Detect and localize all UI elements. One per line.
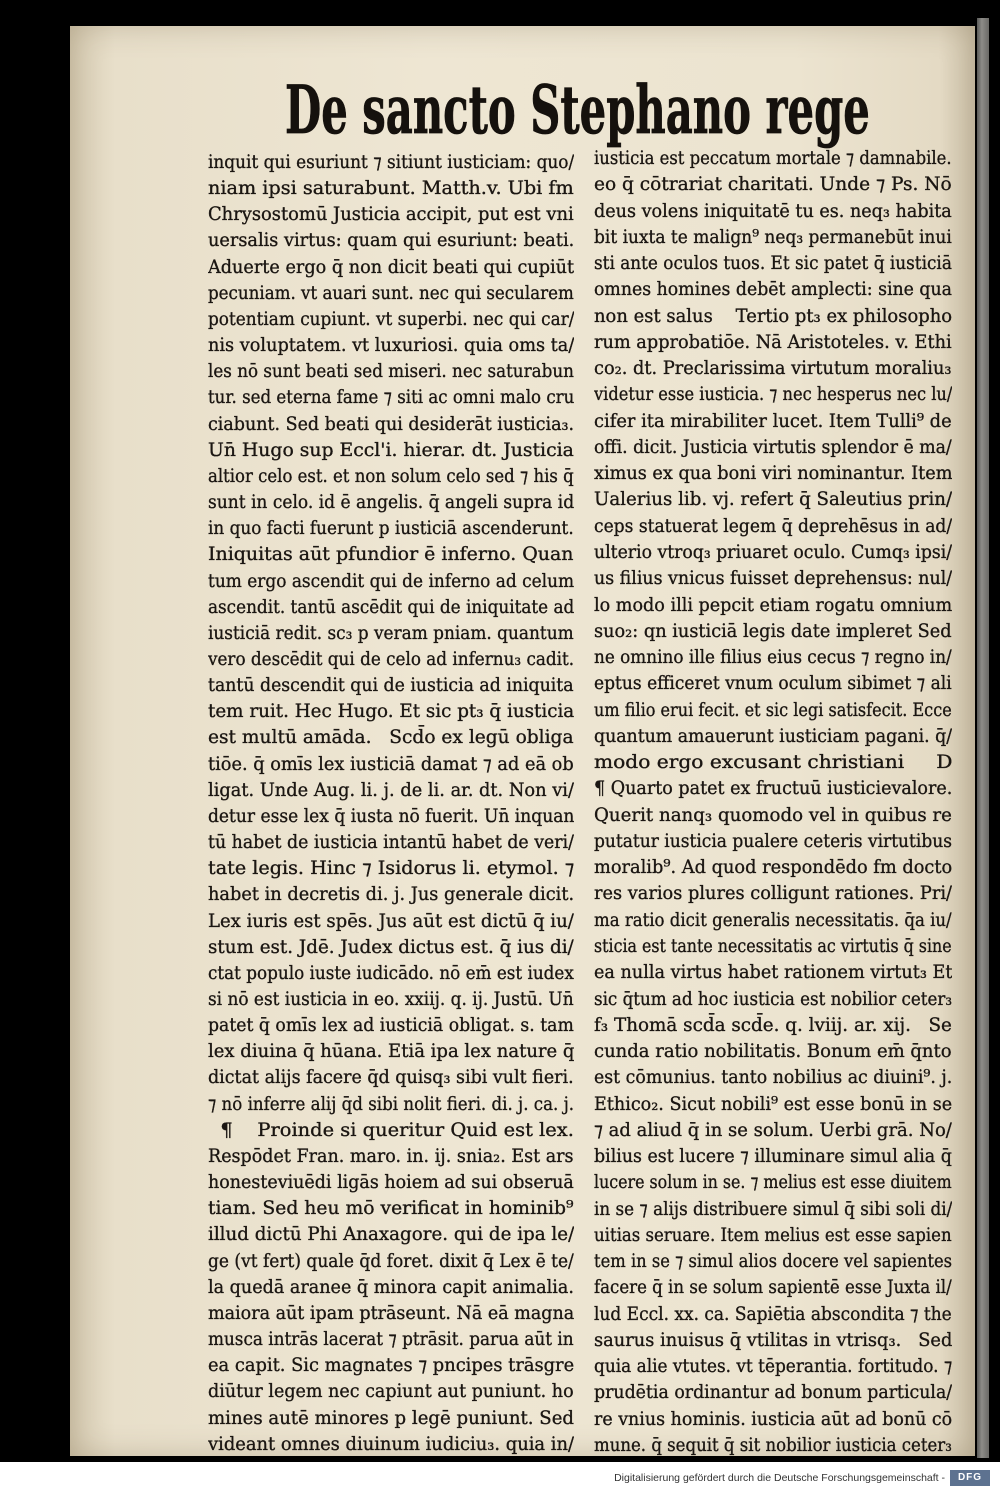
left-column-line: altior celo est. et non solum celo sed ⁊ his q̄ <box>208 464 574 487</box>
right-column-line: co₂. dt. Preclarissima virtutum moraliu₃ <box>594 357 952 380</box>
left-column-line: Un̄ Hugo sup Eccl'i. hierar. dt. Justicia <box>208 438 574 461</box>
left-column-line: les nō sunt beati sed miseri. nec saturabun <box>208 360 574 383</box>
right-column-line: eptus efficeret vnum oculum sibimet ⁊ ali <box>594 672 952 695</box>
left-column-line: diūtur legem nec capiunt aut puniunt. ho <box>208 1380 574 1403</box>
right-column-line: rum approbatiōe. Nā Aristoteles. v. Ethi <box>594 330 952 353</box>
left-column-line: ctat populo iuste iudicādo. nō em̄ est iudex <box>208 961 574 984</box>
right-column-line: tem in se ⁊ simul alios docere vel sapientes <box>594 1250 952 1273</box>
left-column-line: maiora aūt ipam ptrāseunt. Nā eā magna <box>208 1301 574 1324</box>
left-column-line: tate legis. Hinc ⁊ Isidorus li. etymol. ⁊ <box>208 857 574 880</box>
right-column-line: moralib⁹. Ad quod respondēdo fm docto <box>594 856 952 879</box>
left-column-line: stum est. Jdē. Judex dictus est. q̄ ius di/ <box>208 935 574 958</box>
right-column-line: putatur iusticia pualere ceteris virtutibus <box>594 829 952 852</box>
left-column-line: nis voluptatem. vt luxuriosi. quia oms ta/ <box>208 334 574 357</box>
left-column-line: uersalis virtus: quam qui esuriunt: beati. <box>208 229 574 252</box>
left-column-line: in quo facti fuerunt p iusticiā ascenderunt. <box>208 517 574 540</box>
right-column-line: cunda ratio nobilitatis. Bonum em̄ q̄nto <box>594 1040 952 1063</box>
running-heading-box <box>285 70 870 150</box>
right-column-line: offi. dicit. Justicia virtutis splendor ē ma/ <box>594 435 952 458</box>
right-column-line: est cōmunius. tanto nobilius ac diuini⁹. j. <box>594 1066 952 1089</box>
left-column-line: lex diuina q̄ hūana. Etiā ipa lex nature q̄ <box>208 1040 574 1063</box>
right-column-line: non est salus Tertio pt₃ ex philosopho <box>594 304 952 327</box>
right-column-line: iusticia est peccatum mortale ⁊ damnabile. <box>594 147 952 169</box>
left-column-line: Aduerte ergo q̄ non dicit beati qui cupiūt <box>208 255 574 278</box>
left-column-line: patet q̄ omīs lex ad iusticiā obligat. s. tam <box>208 1014 574 1037</box>
left-column-line: ascendit. tantū ascēdit qui de iniquitate ad <box>208 595 574 618</box>
left-text-column <box>208 149 574 1457</box>
right-column-line: res varios plures colligunt rationes. Pri/ <box>594 882 952 905</box>
dfg-logo: DFG <box>950 1470 990 1486</box>
left-column-line: tur. sed eterna fame ⁊ siti ac omni malo cru <box>208 386 574 409</box>
left-column-line: mines autē minores p legē puniunt. Sed <box>208 1406 574 1429</box>
right-column-line: lo modo illi pepcit etiam rogatu omnium <box>594 593 952 616</box>
left-column-line: tiam. Sed heu mō verificat in hominib⁹ <box>208 1197 574 1220</box>
left-column-line: dictat alijs facere q̄d quisq₃ sibi vult fieri. <box>208 1066 574 1089</box>
right-column-line: ma ratio dicit generalis necessitatis. q̄a iu/ <box>594 908 952 931</box>
right-column-line: videtur esse iusticia. ⁊ nec hesperus nec lu/ <box>594 383 952 406</box>
left-column-line: sunt in celo. id ē angelis. q̄ angeli supra id <box>208 491 574 514</box>
left-column-line: tiōe. q̄ omīs lex iusticiā damat ⁊ ad eā ob <box>208 752 574 775</box>
right-column-line: ea nulla virtus habet rationem virtut₃ Et <box>594 961 952 984</box>
right-column-line: ne omnino ille filius eius cecus ⁊ regno in/ <box>594 646 952 669</box>
left-column-line: ligat. Unde Aug. li. j. de li. ar. dt. Non vi/ <box>208 778 574 801</box>
right-column-line: in se ⁊ alijs distribuere simul q̄ sibi soli di/ <box>594 1197 952 1220</box>
right-column-line: lucere solum in se. ⁊ melius est esse diuitem <box>594 1171 952 1194</box>
right-column-line: us filius vnicus fuisset deprehensus: nul/ <box>594 567 952 590</box>
left-column-line: est multū amāda. Scd̄o ex legū obliga <box>208 726 574 749</box>
left-column-line: videant omnes diuinum iudiciu₃. quia in/ <box>208 1432 574 1455</box>
right-column-line: ulterio vtroq₃ priuaret oculo. Cumq₃ ipsi/ <box>594 540 952 563</box>
left-column-line: illud dictū Phi Anaxagore. qui de ipa le/ <box>208 1223 574 1246</box>
left-column-line: Respōdet Fran. maro. in. ij. snia₂. Est ars <box>208 1144 574 1167</box>
left-column-line: tem ruit. Hec Hugo. Et sic pt₃ q̄ iusticia <box>208 700 574 723</box>
left-column-line: habet in decretis di. j. Jus generale dicit. <box>208 883 574 906</box>
right-column-line: modo ergo excusant christiani D <box>594 751 952 774</box>
left-column-line: potentiam cupiunt. vt superbi. nec qui car/ <box>208 307 574 330</box>
right-column-line: sticia est tante necessitatis ac virtutis q̄ sine <box>594 934 952 957</box>
right-column-line: mune. q̄ sequit q̄ sit nobilior iusticia ceter₃ <box>594 1434 952 1457</box>
right-column-line: lud Eccl. xx. ca. Sapiētia abscondita ⁊ the <box>594 1302 952 1325</box>
left-column-line: la quedā aranee q̄ minora capit animalia. <box>208 1275 574 1298</box>
right-column-line: ¶ Quarto patet ex fructuū iusticievalore. <box>594 777 952 800</box>
left-column-line: tantū descendit qui de iusticia ad iniquita <box>208 674 574 697</box>
right-column-line: omnes homines debēt amplecti: sine qua <box>594 278 952 301</box>
right-column-line: bit iuxta te malign⁹ neq₃ permanebūt inui <box>594 225 952 248</box>
right-text-column <box>594 145 952 1458</box>
left-column-line: ge (vt fert) quale q̄d foret. dixit q̄ Lex ē te/ <box>208 1249 574 1272</box>
right-column-line: ximus ex qua boni viri nominantur. Item <box>594 462 952 485</box>
right-column-line: Ethico₂. Sicut nobili⁹ est esse bonū in se <box>594 1092 952 1115</box>
right-column-line: re vnius hominis. iusticia aūt ad bonū cō <box>594 1407 952 1430</box>
left-column-line: Chrysostomū Justicia accipit, put est vni <box>208 203 574 226</box>
left-column-line: ⁊ nō inferre alij q̄d sibi nolit fieri. di. j. ca. j. <box>208 1092 574 1115</box>
right-column-line: f₃ Thomā scd̄a scd̄e. q. lviij. ar. xij. Se <box>594 1013 952 1036</box>
left-column-line: musca intrās lacerat ⁊ ptrāsit. parua aūt in <box>208 1328 574 1351</box>
right-column-line: uitias seruare. Item melius est esse sapien <box>594 1223 952 1246</box>
left-column-line: honesteviuēdi ligās hoiem ad sui obseruā <box>208 1171 574 1194</box>
right-column-line: bilius est lucere ⁊ illuminare simul alia q̄ <box>594 1145 952 1168</box>
right-column-line: suo₂: qn iusticiā legis date impleret Sed <box>594 619 952 642</box>
left-column-line: Lex iuris est spēs. Jus aūt est dictū q̄ iu/ <box>208 909 574 932</box>
right-column-line: cifer ita mirabiliter lucet. Item Tulli⁹ de <box>594 409 952 432</box>
left-column-line: tū habet de iusticia intantū habet de veri/ <box>208 831 574 854</box>
left-column-line: ciabunt. Sed beati qui desiderāt iusticia₃. <box>208 412 574 435</box>
left-column-line: si nō est iusticia in eo. xxiij. q. ij. Justū. Un̄ <box>208 988 574 1010</box>
left-column-line: ea capit. Sic magnates ⁊ pncipes trāsgre <box>208 1354 574 1377</box>
right-column-line: prudētia ordinantur ad bonum particula/ <box>594 1381 952 1404</box>
right-column-line: sic q̄tum ad hoc iusticia est nobilior ceter₃ <box>594 987 952 1010</box>
left-column-line: ¶ Proinde si queritur Quid est lex. <box>208 1118 574 1141</box>
right-column-line: sti ante oculos tuos. Et sic patet q̄ iusticiā <box>594 252 952 275</box>
right-column-line: eo q̄ cōtrariat charitati. Unde ⁊ Ps. Nō <box>594 173 952 196</box>
page-edge-binding <box>977 18 989 1458</box>
right-column-line: quantum amauerunt iusticiam pagani. q̄/ <box>594 724 952 747</box>
right-column-line: quia alie vtutes. vt tēperantia. fortitudo. ⁊ <box>594 1355 952 1378</box>
left-column-line: iusticiā redit. sc₃ p veram pniam. quantum <box>208 621 574 644</box>
right-column-line: facere q̄ in se solum sapientē esse Juxta il/ <box>594 1276 952 1299</box>
right-column-line: ceps statuerat legem q̄ deprehēsus in ad/ <box>594 514 952 537</box>
funding-credit-text: Digitalisierung gefördert durch die Deutsche Forschungsgemeinschaft - <box>614 1472 945 1484</box>
right-column-line: Querit nanq₃ quomodo vel in quibus re <box>594 803 952 826</box>
running-heading: De sancto Stephano rege <box>285 71 870 149</box>
left-column-line: Iniquitas aūt pfundior ē inferno. Quan <box>208 543 574 566</box>
left-column-line: detur esse lex q̄ iusta nō fuerit. Un̄ inquan <box>208 804 574 827</box>
digitization-footer <box>0 1462 1000 1494</box>
right-column-line: saurus inuisus q̄ vtilitas in vtrisq₃. Sed <box>594 1328 952 1351</box>
right-column-line: deus volens iniquitatē tu es. neq₃ habita <box>594 199 952 222</box>
left-column-line: niam ipsi saturabunt. Matth.v. Ubi fm <box>208 177 574 200</box>
right-column-line: ⁊ ad aliud q̄ in se solum. Uerbi grā. No/ <box>594 1118 952 1141</box>
left-column-line: tum ergo ascendit qui de inferno ad celum <box>208 569 574 592</box>
right-column-line: Ualerius lib. vj. refert q̄ Saleutius prin/ <box>594 488 952 511</box>
left-column-line: pecuniam. vt auari sunt. nec qui secularem <box>208 281 574 304</box>
left-column-line: vero descēdit qui de celo ad infernu₃ cadit. <box>208 647 574 670</box>
right-column-line: um filio erui fecit. et sic legi satisfecit. Ecce <box>594 698 952 721</box>
left-column-line: inquit qui esuriunt ⁊ sitiunt iusticiam: quo/ <box>208 151 574 173</box>
